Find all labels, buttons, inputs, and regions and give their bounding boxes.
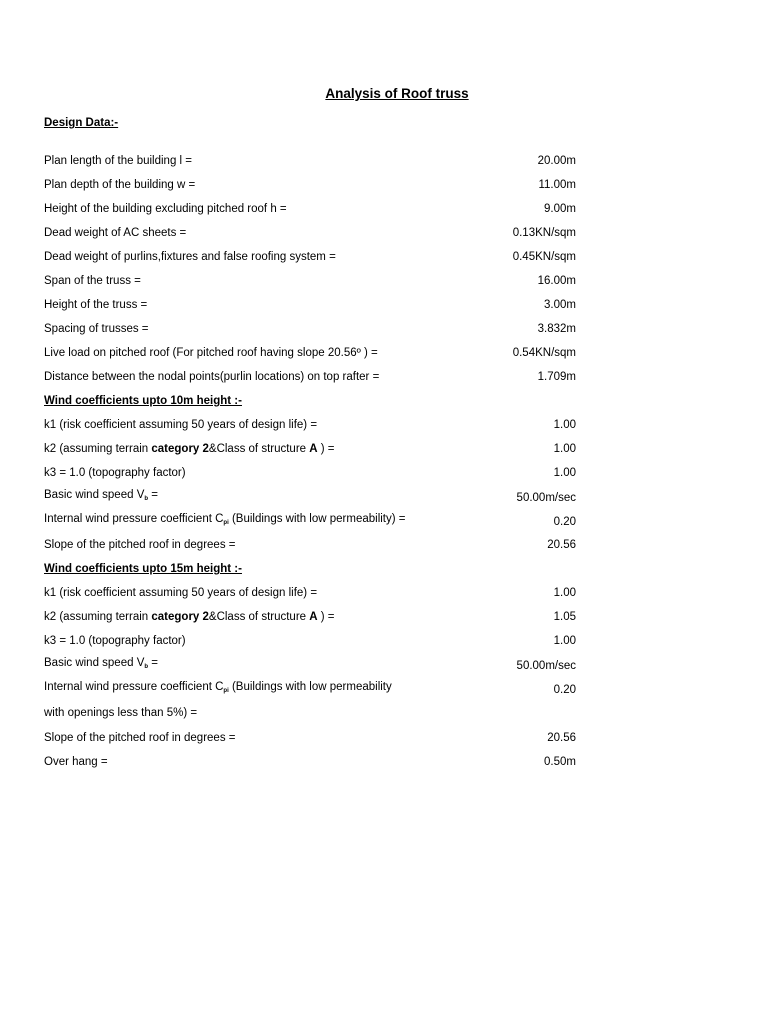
row-label: Slope of the pitched roof in degrees = <box>44 539 236 551</box>
wind10-k1-row <box>44 419 576 437</box>
row-value: 0.50m <box>544 756 576 768</box>
row-value: 1.00 <box>553 467 576 479</box>
row-value: 50.00m/sec <box>516 660 576 672</box>
document-title: Analysis of Roof truss <box>325 86 469 101</box>
design-row <box>44 323 576 341</box>
wind10-k3-row <box>44 467 576 485</box>
row-value: 20.56 <box>547 539 576 551</box>
row-value: 20.56 <box>547 732 576 744</box>
design-row <box>44 347 576 365</box>
row-label: Dead weight of AC sheets = <box>44 227 187 239</box>
row-label: k2 (assuming terrain category 2&Class of structure A ) = <box>44 611 335 623</box>
design-row <box>44 155 576 173</box>
wind10-cpi-row <box>44 513 576 531</box>
row-value: 1.00 <box>553 635 576 647</box>
row-label: Height of the building excluding pitched roof h = <box>44 203 287 215</box>
row-label: Span of the truss = <box>44 275 141 287</box>
wind-15m-heading: Wind coefficients upto 15m height :- <box>44 563 242 575</box>
row-label: Height of the truss = <box>44 299 148 311</box>
wind15-cpi-continuation <box>44 707 576 725</box>
row-value: 3.00m <box>544 299 576 311</box>
row-label: Plan depth of the building w = <box>44 179 196 191</box>
row-label: k2 (assuming terrain category 2&Class of structure A ) = <box>44 443 335 455</box>
row-value: 1.00 <box>553 419 576 431</box>
row-label: Live load on pitched roof (For pitched roof having slope 20.56º ) = <box>44 347 378 359</box>
row-label: Internal wind pressure coefficient $C_{pi}$ (Buildings with low permeability) = <box>44 513 406 526</box>
wind10-k2-row <box>44 443 576 461</box>
overhang-row <box>44 756 576 774</box>
row-label: Spacing of trusses = <box>44 323 149 335</box>
row-label: Basic wind speed $V_b$ = <box>44 489 158 502</box>
wind10-slope-row <box>44 539 576 557</box>
row-value: 0.20 <box>553 684 576 696</box>
row-value: 50.00m/sec <box>516 492 576 504</box>
row-value: 0.45KN/sqm <box>512 251 576 263</box>
wind15-k2-row <box>44 611 576 629</box>
row-value: 0.54KN/sqm <box>512 347 576 359</box>
row-value: 1.709m <box>537 371 576 383</box>
design-row <box>44 275 576 293</box>
row-value: 0.13KN/sqm <box>512 227 576 239</box>
row-value: 9.00m <box>544 203 576 215</box>
row-label: Distance between the nodal points(purlin locations) on top rafter = <box>44 371 380 383</box>
row-label: k1 (risk coefficient assuming 50 years of design life) = <box>44 419 318 431</box>
row-value: 1.00 <box>553 587 576 599</box>
design-row <box>44 251 576 269</box>
row-label: k3 = 1.0 (topography factor) <box>44 635 186 647</box>
design-row <box>44 371 576 389</box>
wind15-vb-row <box>44 657 576 675</box>
row-value: 1.05 <box>553 611 576 623</box>
row-label: Basic wind speed $V_b$ = <box>44 657 158 670</box>
row-label: k1 (risk coefficient assuming 50 years of design life) = <box>44 587 318 599</box>
wind10-vb-row <box>44 489 576 507</box>
row-value: 1.00 <box>553 443 576 455</box>
row-value: 3.832m <box>537 323 576 335</box>
design-row <box>44 179 576 197</box>
row-label: Slope of the pitched roof in degrees = <box>44 732 236 744</box>
wind15-k3-row <box>44 635 576 653</box>
wind15-cpi-row <box>44 681 576 699</box>
row-label: Over hang = <box>44 756 108 768</box>
design-row <box>44 203 576 221</box>
design-row <box>44 299 576 317</box>
row-value: 0.20 <box>553 516 576 528</box>
design-data-heading: Design Data:- <box>44 117 119 129</box>
row-label: Internal wind pressure coefficient $C_{pi}$ (Buildings with low permeability <box>44 681 392 694</box>
wind15-k1-row <box>44 587 576 605</box>
wind15-slope-row <box>44 732 576 750</box>
row-value: 11.00m <box>538 179 576 191</box>
row-label: Plan length of the building l = <box>44 155 193 167</box>
row-label: k3 = 1.0 (topography factor) <box>44 467 186 479</box>
design-row <box>44 227 576 245</box>
row-label: with openings less than 5%) = <box>44 707 198 719</box>
row-value: 20.00m <box>537 155 576 167</box>
row-label: Dead weight of purlins,fixtures and false roofing system = <box>44 251 336 263</box>
wind-10m-heading: Wind coefficients upto 10m height :- <box>44 395 242 407</box>
row-value: 16.00m <box>537 275 576 287</box>
